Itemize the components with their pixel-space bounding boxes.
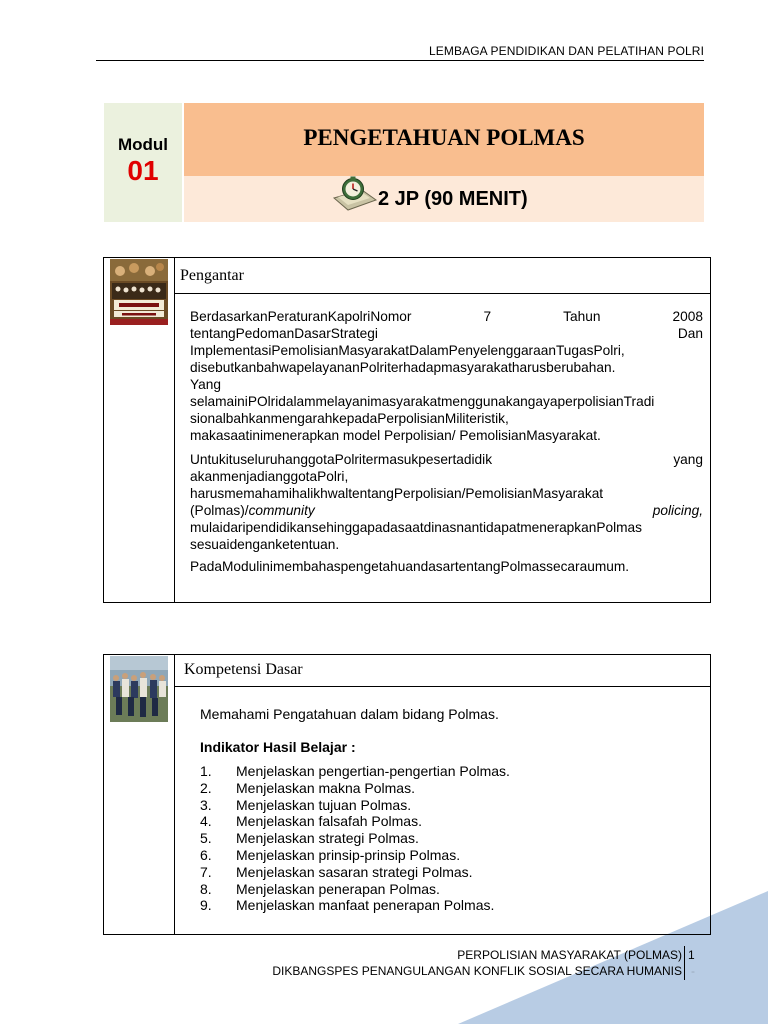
module-duration-band (184, 176, 704, 222)
indikator-item-number: 8. (200, 880, 212, 897)
kompetensi-section (103, 654, 711, 935)
paragraph-line: sesuaidenganketentuan. (190, 537, 340, 552)
module-title: PENGETAHUAN POLMAS (303, 125, 585, 150)
text-word-italic: policing, (652, 503, 703, 518)
paragraph-line: sionalbahkanmengarahkepadaPerpolisianMiliteristik, (190, 411, 509, 426)
footer-title: PERPOLISIAN MASYARAKAT (POLMAS) (457, 948, 682, 962)
indikator-item-text: Menjelaskan manfaat penerapan Polmas. (236, 897, 495, 914)
pengantar-heading: Pengantar (180, 267, 244, 284)
indikator-item (200, 780, 510, 797)
pengantar-section (103, 257, 711, 603)
module-number: 01 (127, 155, 159, 186)
indikator-item-text: Menjelaskan falsafah Polmas. (236, 813, 422, 830)
footer-divider (684, 946, 685, 980)
module-title-band (184, 103, 704, 176)
indikator-item-text: Menjelaskan sasaran strategi Polmas. (236, 863, 473, 880)
indikator-item (200, 763, 510, 780)
indikator-heading: Indikator Hasil Belajar : (200, 739, 356, 755)
indikator-item-number: 7. (200, 863, 212, 880)
section-divider-horizontal (174, 686, 710, 687)
indikator-item-number: 9. (200, 897, 212, 914)
indikator-item-text: Menjelaskan prinsip-prinsip Polmas. (236, 846, 461, 863)
paragraph-line: makasaatinimenerapkan model Perpolisian/ PemolisianMasyarakat. (190, 428, 601, 443)
paragraph-line: Yang (190, 377, 221, 392)
text-word: (Polmas)/ (190, 503, 249, 518)
pengantar-paragraph-1 (190, 308, 703, 444)
text-word: Tahun (563, 309, 601, 324)
indikator-item-number: 2. (200, 779, 212, 796)
pengantar-paragraph-3: PadaModulinimembahaspengetahuandasartentangPolmassecaraumum. (190, 559, 630, 574)
section-divider-vertical (174, 258, 175, 602)
indikator-item-number: 5. (200, 830, 212, 847)
paragraph-line (190, 451, 703, 468)
indikator-item-number: 6. (200, 846, 212, 863)
section-divider-horizontal (174, 293, 710, 294)
kompetensi-heading: Kompetensi Dasar (184, 661, 303, 678)
paragraph-line (190, 325, 703, 342)
module-label: Modul (117, 135, 169, 154)
footer-dash: - (691, 964, 695, 978)
indikator-item (200, 813, 510, 830)
indikator-item-number: 3. (200, 796, 212, 813)
paragraph-line: mulaidaripendidikansehinggapadasaatdinasnantidapatmenerapkanPolmas (190, 520, 643, 535)
text-word (190, 502, 315, 519)
running-header: LEMBAGA PENDIDIKAN DAN PELATIHAN POLRI (429, 44, 704, 58)
paragraph-line: selamainiPOlridalammelayanimasyarakatmenggunakangayaperpolisianTradi (190, 394, 655, 409)
clock-icon (332, 176, 378, 212)
indikator-item (200, 847, 510, 864)
police-personnel-photo-image (110, 656, 168, 722)
header-rule (96, 60, 704, 61)
indikator-item (200, 897, 510, 914)
module-banner (104, 103, 704, 222)
footer-subtitle: DIKBANGSPES PENANGULANGAN KONFLIK SOSIAL SECARA HUMANIS (272, 964, 682, 978)
indikator-item-number: 4. (200, 813, 212, 830)
section-divider-vertical (174, 655, 175, 934)
indikator-item (200, 797, 510, 814)
indikator-list (200, 763, 510, 914)
indikator-item-text: Menjelaskan tujuan Polmas. (236, 796, 412, 813)
text-word: Dan (677, 326, 703, 341)
text-word: 7 (483, 309, 492, 324)
indikator-item (200, 881, 510, 898)
paragraph-line (190, 308, 703, 325)
indikator-item (200, 830, 510, 847)
page-number: 1 (688, 948, 695, 962)
text-word: yang (673, 452, 703, 467)
indikator-item-text: Menjelaskan penerapan Polmas. (236, 880, 440, 897)
forum-bankamdes-poster-image (110, 259, 168, 325)
module-duration: 2 JP (90 MENIT) (378, 188, 528, 210)
indikator-item-text: Menjelaskan pengertian-pengertian Polmas. (236, 763, 510, 779)
paragraph-line: akanmenjadianggotaPolri, (190, 469, 349, 484)
text-word: 2008 (672, 309, 703, 324)
pengantar-paragraph-2 (190, 451, 703, 553)
indikator-item-number: 1. (200, 763, 212, 779)
module-panel (104, 103, 182, 222)
text-word: UntukituseluruhanggotaPolritermasukpesertadidik (190, 452, 493, 467)
paragraph-line: disebutkanbahwapelayananPolriterhadapmasyarakatharusberubahan. (190, 360, 616, 375)
text-word-italic: community (248, 503, 315, 518)
indikator-item-text: Menjelaskan strategi Polmas. (236, 830, 419, 847)
indikator-item-text: Menjelaskan makna Polmas. (236, 779, 415, 796)
indikator-item (200, 864, 510, 881)
paragraph-line (190, 502, 703, 519)
kompetensi-statement: Memahami Pengatahuan dalam bidang Polmas. (200, 706, 499, 722)
paragraph-line: ImplementasiPemolisianMasyarakatDalamPenyelenggaraanTugasPolri, (190, 343, 625, 358)
text-word: BerdasarkanPeraturanKapolriNomor (190, 309, 412, 324)
text-word: tentangPedomanDasarStrategi (190, 326, 378, 341)
paragraph-line: harusmemahamihalikhwaltentangPerpolisian/PemolisianMasyarakat (190, 486, 604, 501)
